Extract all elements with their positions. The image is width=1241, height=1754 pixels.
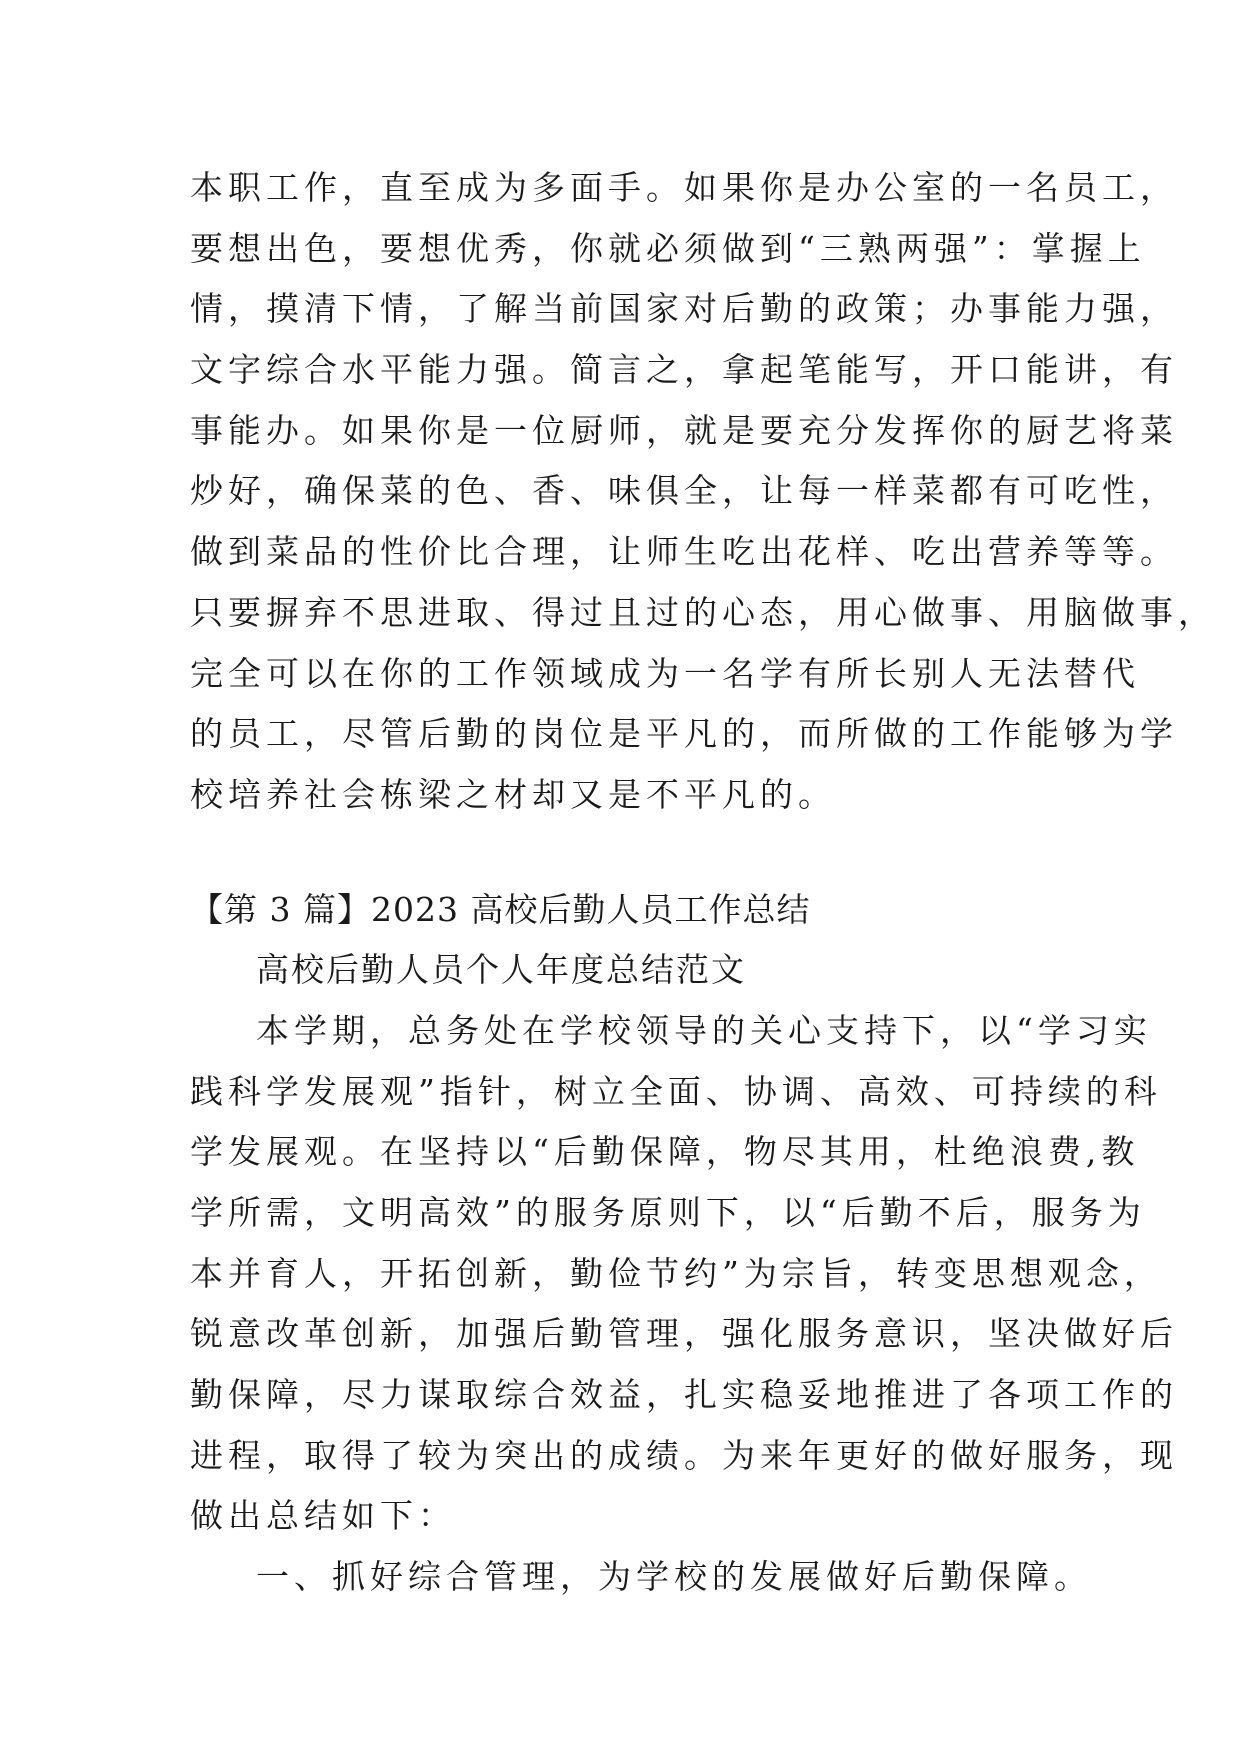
paragraph-line: 做出总结如下：	[190, 1496, 456, 1536]
paragraph-line: 完全可以在你的工作领域成为一名学有所长别人无法替代	[190, 653, 1140, 693]
paragraph-line: 本并育人，开拓创新，勤俭节约”为宗旨，转变思想观念，	[190, 1253, 1162, 1293]
paragraph-line: 锐意改革创新，加强后勤管理，强化服务意识，坚决做好后	[190, 1314, 1178, 1354]
paragraph-line: 校培养社会栋梁之材却又是不平凡的。	[190, 774, 836, 814]
paragraph-line: 进程，取得了较为突出的成绩。为来年更好的做好服务，现	[190, 1435, 1178, 1475]
section-spacer	[190, 826, 1090, 880]
paragraph-line: 只要摒弃不思进取、得过且过的心态，用心做事、用脑做事，	[190, 592, 1216, 632]
paragraph-line: 文字综合水平能力强。简言之，拿起笔能写，开口能讲，有	[190, 350, 1178, 390]
paragraph-line: 践科学发展观”指针，树立全面、协调、高效、可持续的科	[190, 1071, 1162, 1111]
section-subtitle: 高校后勤人员个人年度总结范文	[256, 950, 746, 990]
section-heading: 【第 3 篇】2023 高校后勤人员工作总结	[190, 889, 811, 929]
document-content	[190, 158, 1216, 1608]
paragraph-line: 本职工作，直至成为多面手。如果你是办公室的一名员工，	[190, 168, 1178, 207]
numbered-point: 一、抓好综合管理，为学校的发展做好后勤保障。	[256, 1557, 1092, 1597]
paragraph-line: 学发展观。在坚持以“后勤保障，物尽其用，杜绝浪费,教	[190, 1132, 1140, 1172]
paragraph-line: 做到菜品的性价比合理，让师生吃出花样、吃出营养等等。	[190, 532, 1178, 572]
paragraph-line: 本学期，总务处在学校领导的关心支持下，以“学习实	[256, 1010, 1152, 1050]
paragraph-line: 勤保障，尽力谋取综合效益，扎实稳妥地推进了各项工作的	[190, 1375, 1178, 1415]
paragraph-line: 要想出色，要想优秀，你就必须做到“三熟两强”：掌握上	[190, 228, 1146, 268]
paragraph-line: 的员工，尽管后勤的岗位是平凡的，而所做的工作能够为学	[190, 714, 1178, 754]
paragraph-line: 学所需，文明高效”的服务原则下，以“后勤不后，服务为	[190, 1193, 1146, 1232]
paragraph-line: 事能办。如果你是一位厨师，就是要充分发挥你的厨艺将菜	[190, 410, 1178, 450]
paragraph-line: 情，摸清下情，了解当前国家对后勤的政策；办事能力强，	[190, 289, 1178, 329]
paragraph-line: 炒好，确保菜的色、香、味俱全，让每一样菜都有可吃性，	[190, 471, 1178, 511]
